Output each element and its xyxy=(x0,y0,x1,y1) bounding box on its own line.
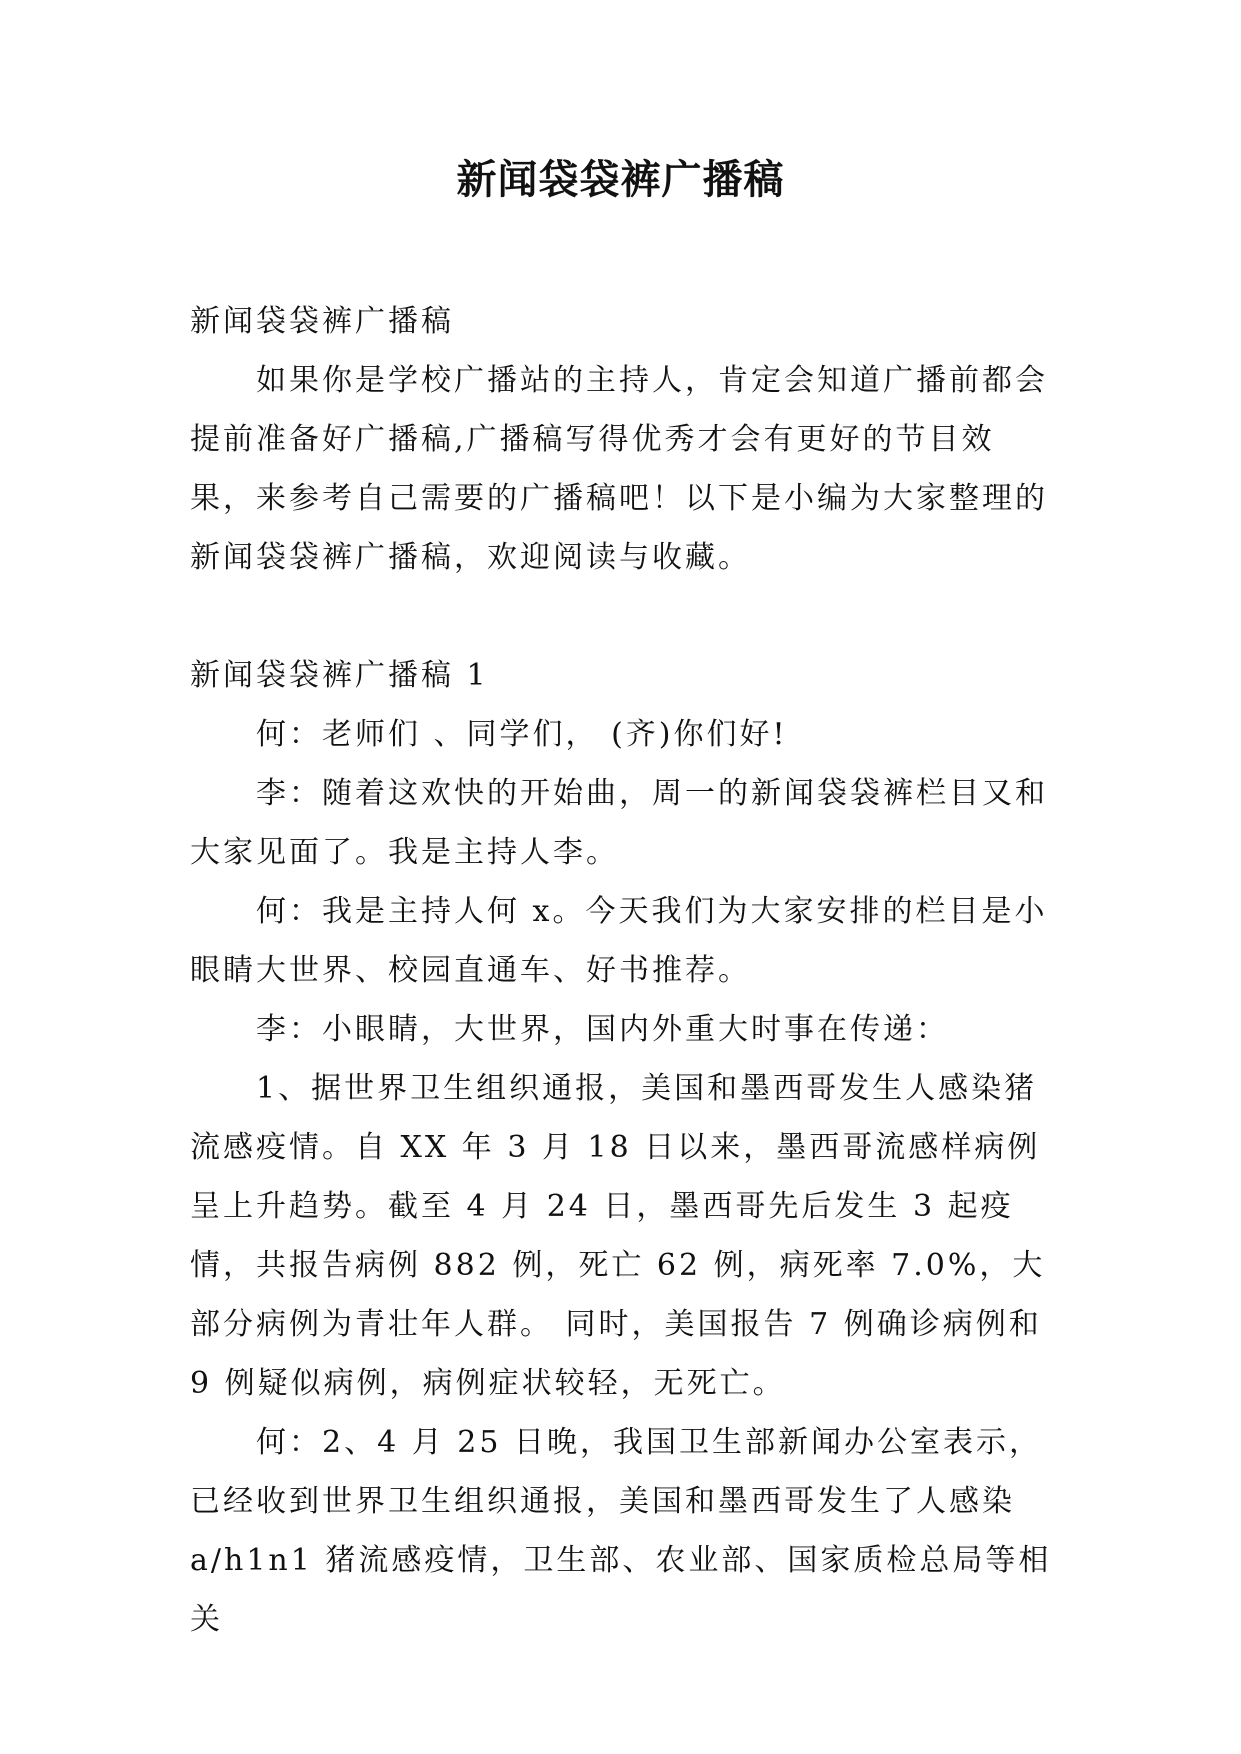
document-body xyxy=(190,292,1052,1649)
paragraph-spacer xyxy=(190,587,1052,646)
dialogue-line: 李：小眼睛，大世界，国内外重大时事在传递： xyxy=(256,1012,949,1047)
intro-paragraph: 如果你是学校广播站的主持人，肯定会知道广播前都会提前准备好广播稿,广播稿写得优秀才会有更好的节目效果，来参考自己需要的广播稿吧！以下是小编为大家整理的新闻袋袋裤广播稿，欢迎阅读与收藏。 xyxy=(190,363,1048,575)
document-title: 新闻袋袋裤广播稿 xyxy=(456,157,785,203)
section-heading: 新闻袋袋裤广播稿 xyxy=(190,304,454,339)
dialogue-line: 李：随着这欢快的开始曲，周一的新闻袋袋裤栏目又和大家见面了。我是主持人李。 xyxy=(190,776,1048,870)
news-item-2: 何：2、4 月 25 日晚，我国卫生部新闻办公室表示，已经收到世界卫生组织通报，美国和墨西哥发生了人感染 a/h1n1 猪流感疫情，卫生部、农业部、国家质检总局等相关 xyxy=(190,1425,1052,1637)
news-item-1: 1、据世界卫生组织通报，美国和墨西哥发生人感染猪流感疫情。自 XX 年 3 月 18 日以来，墨西哥流感样病例呈上升趋势。截至 4 月 24 日，墨西哥先后发生 3 起疫情，共报告病例 882 例，死亡 62 例，病死率 7.0%，大部分病例为青壮年人群。 同时，美国报告 7 例确诊病例和 9 例疑似病例，病例症状较轻，无死亡。 xyxy=(190,1071,1046,1401)
dialogue-line: 何：老师们 、同学们， (齐)你们好! xyxy=(256,717,788,752)
section-heading-1: 新闻袋袋裤广播稿 1 xyxy=(190,658,489,693)
dialogue-line: 何：我是主持人何 x。今天我们为大家安排的栏目是小眼睛大世界、校园直通车、好书推荐。 xyxy=(190,894,1048,988)
